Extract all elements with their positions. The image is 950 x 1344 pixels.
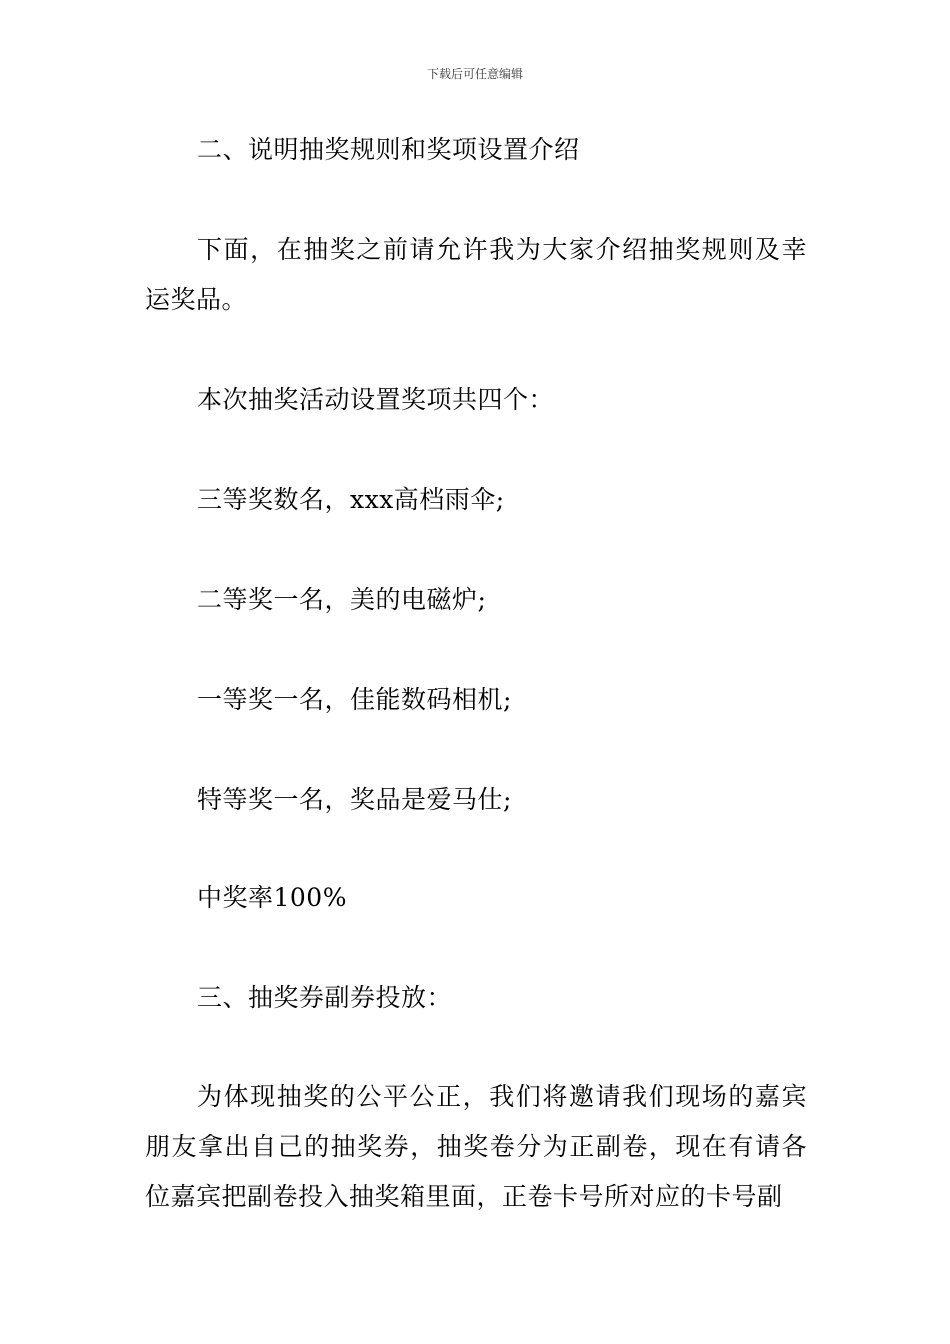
paragraph-intro: 下面，在抽奖之前请允许我为大家介绍抽奖规则及幸运奖品。 [145,235,807,314]
section-heading-rules: 二、说明抽奖规则和奖项设置介绍 [197,135,580,164]
prize-second: 二等奖一名，美的电磁炉; [197,585,487,614]
prize-third: 三等奖数名，xxx高档雨伞; [197,485,505,514]
prize-first: 一等奖一名，佳能数码相机; [197,685,512,714]
win-rate: 中奖率100% [197,883,347,912]
section-heading-coupon: 三、抽奖券副券投放： [197,983,453,1012]
paragraph-prize-count: 本次抽奖活动设置奖项共四个： [197,385,555,414]
paragraph-coupon-instructions: 为体现抽奖的公平公正，我们将邀请我们现场的嘉宾朋友拿出自己的抽奖券，抽奖卷分为正副卷，现在有请各位嘉宾把副卷投入抽奖箱里面，正卷卡号所对应的卡号副 [145,1082,807,1211]
prize-grand: 特等奖一名，奖品是爱马仕; [197,785,512,814]
header-note: 下载后可任意编辑 [426,67,523,81]
